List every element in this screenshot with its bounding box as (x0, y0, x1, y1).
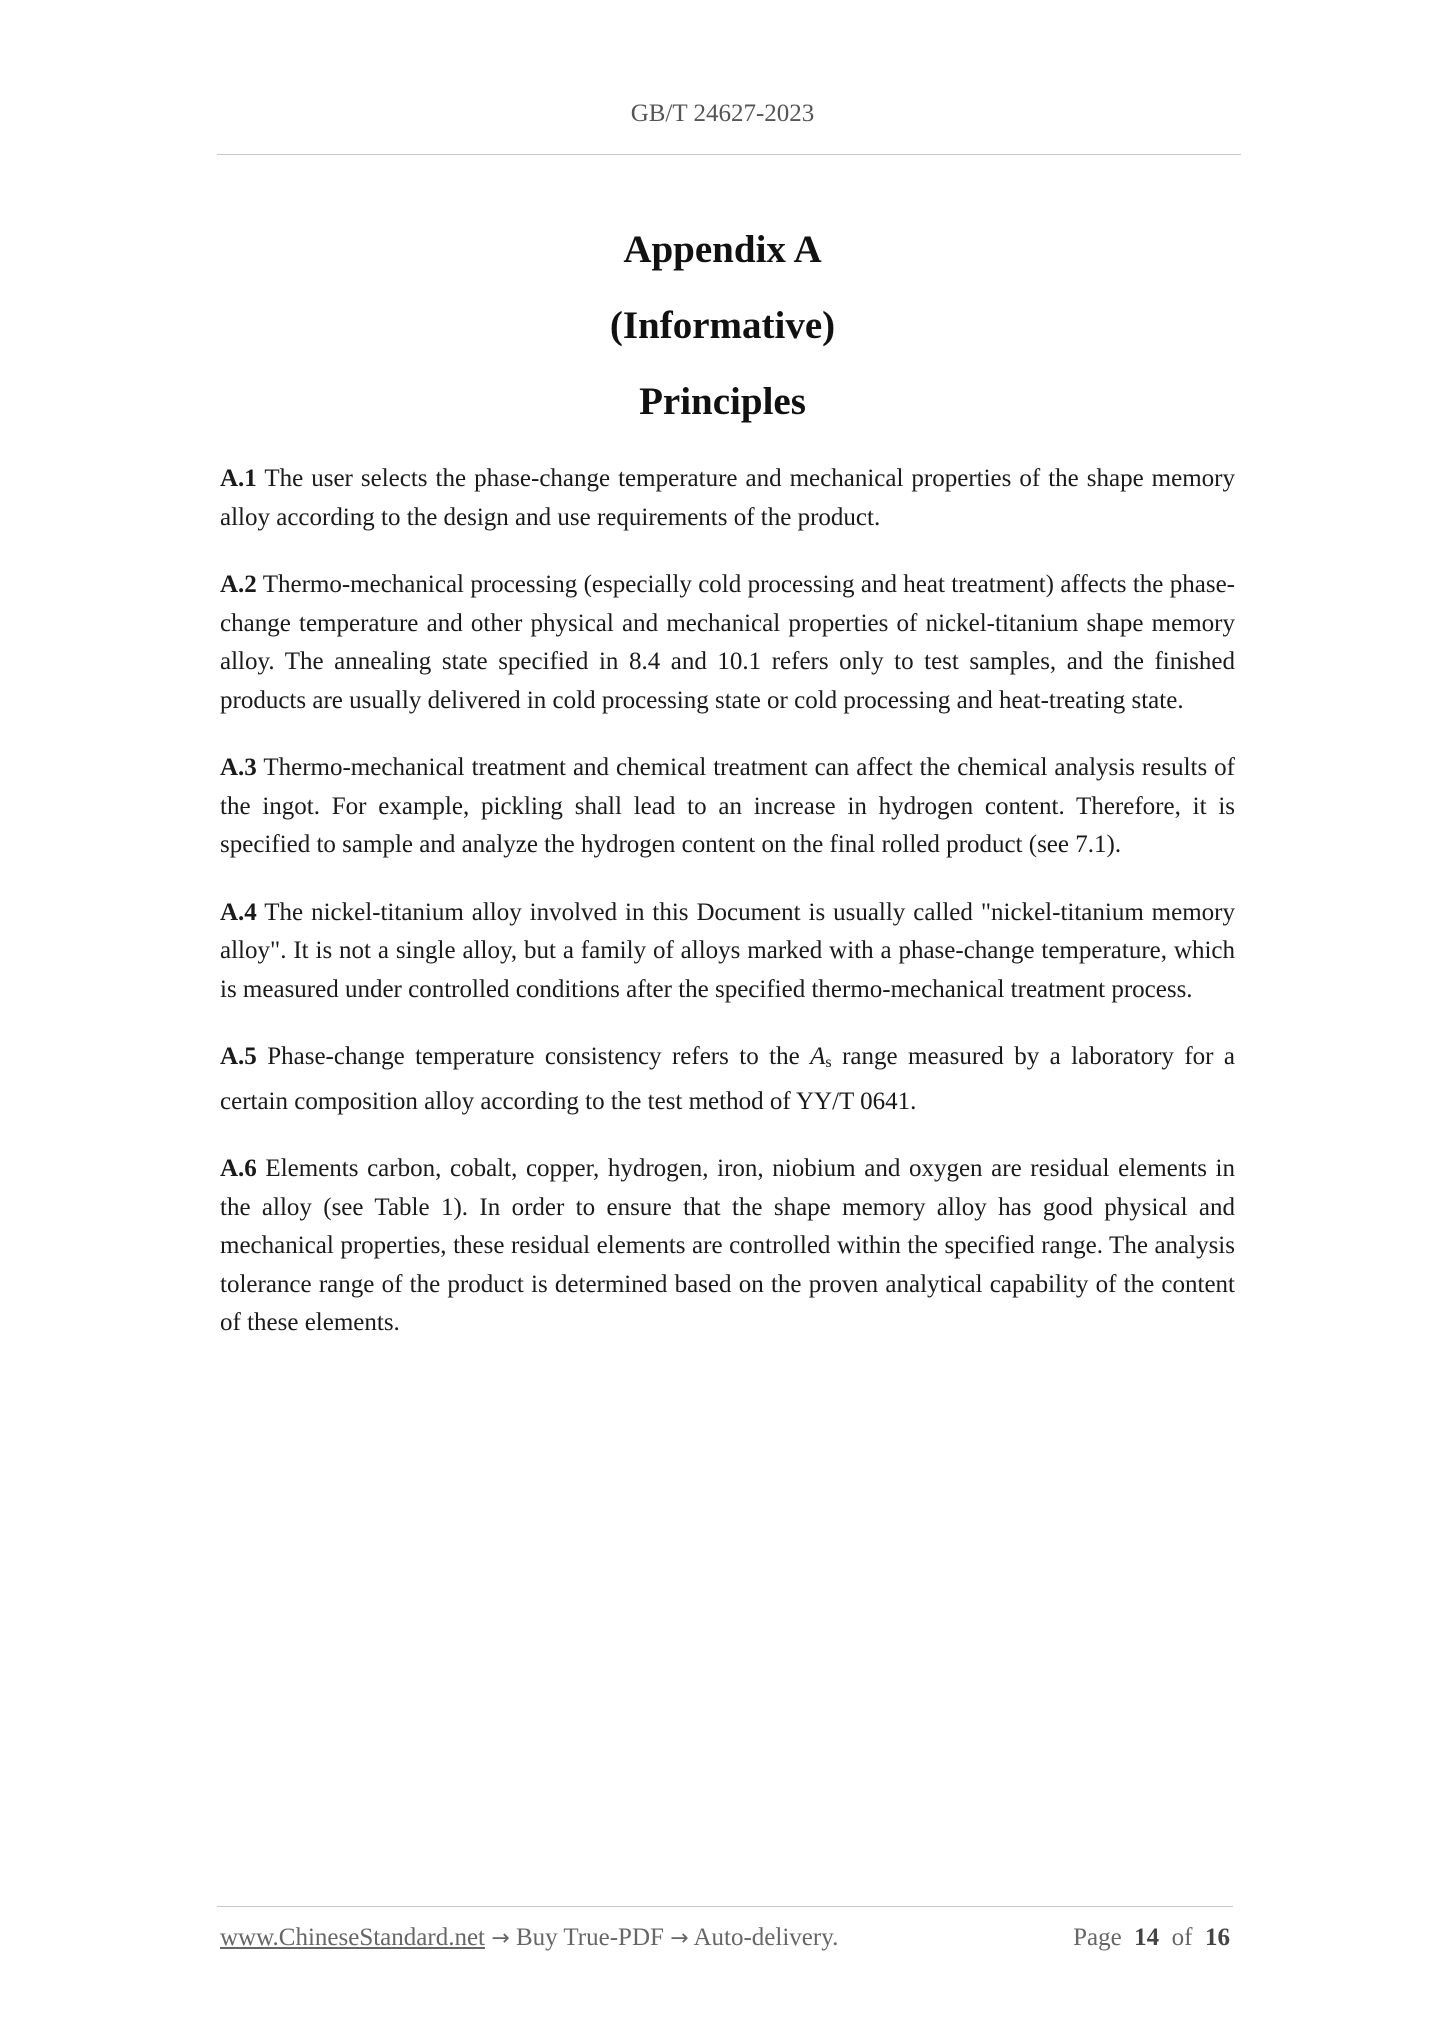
clause-number: A.3 (220, 754, 257, 781)
clause-a2 (220, 566, 1235, 720)
page-header (0, 100, 1445, 128)
clause-number: A.4 (220, 898, 257, 926)
clause-text: Thermo-mechanical processing (especially cold processing and heat treatment) affects the phase-change temperature and other physical and mechanical properties of nickel-titanium shape memory alloy. The annealing state specified in 8.4 and 10.1 refers only to test samples, and the finished products are usually delivered in cold processing state or cold processing and heat-treating state. (220, 571, 1235, 714)
as-subscript: s (825, 1054, 832, 1071)
appendix-title: Appendix A (623, 228, 822, 271)
clause-a3 (220, 749, 1235, 865)
buy-text: Buy True-PDF (509, 1924, 671, 1951)
footer-divider (217, 1906, 1233, 1907)
page-total: 16 (1205, 1924, 1230, 1951)
clause-text: The nickel-titanium alloy involved in this Document is usually called "nickel-titanium memory alloy". It is not a single alloy, but a family of alloys marked with a phase-change temperature, which is measured under controlled conditions after the specified thermo-mechanical treatment process. (220, 898, 1235, 1003)
appendix-subject: Principles (639, 380, 806, 423)
delivery-text: Auto-delivery. (688, 1924, 839, 1951)
clause-number: A.1 (220, 465, 257, 492)
appendix-body (220, 460, 1235, 1372)
clause-text: The user selects the phase-change temperature and mechanical properties of the shape memory alloy according to the design and use requirements of the product. (220, 465, 1235, 531)
clause-text-continued: range measured by a laboratory for a certain composition alloy according to the test method of YY/T 0641. (220, 1043, 1235, 1115)
website-link[interactable]: www.ChineseStandard.net (220, 1924, 485, 1951)
clause-number: A.5 (220, 1043, 257, 1070)
page-label: Page (1073, 1924, 1122, 1951)
clause-a4 (220, 894, 1235, 1010)
appendix-type: (Informative) (609, 304, 836, 347)
clause-text: Thermo-mechanical treatment and chemical treatment can affect the chemical analysis results of the ingot. For example, pickling shall lead to an increase in hydrogen content. Therefore, it is specified to sample and analyze the hydrogen content on the final rolled product (see 7.1). (220, 754, 1235, 858)
clause-a1 (220, 460, 1235, 537)
of-label: of (1171, 1924, 1193, 1951)
header-divider (217, 154, 1241, 155)
clause-text: Elements carbon, cobalt, copper, hydrogen, iron, niobium and oxygen are residual elements in the alloy (see Table 1). In order to ensure that the shape memory alloy has good physical and mechanical properties, these residual elements are controlled within the specified range. The analysis tolerance range of the product is determined based on the proven analytical capability of the content of these elements. (220, 1155, 1235, 1336)
arrow-right-icon: → (670, 1926, 689, 1951)
page-footer (220, 1924, 1230, 1964)
document-id: GB/T 24627-2023 (630, 100, 815, 127)
as-symbol: A (810, 1043, 826, 1070)
clause-number: A.6 (220, 1155, 257, 1182)
clause-a6 (220, 1150, 1235, 1343)
page-number: 14 (1134, 1924, 1160, 1951)
clause-number: A.2 (220, 571, 257, 598)
appendix-title-block (0, 212, 1445, 440)
page-counter (1073, 1924, 1230, 1952)
footer-promo (220, 1924, 838, 1952)
clause-a5 (220, 1038, 1235, 1121)
clause-text: Phase-change temperature consistency refers to the (256, 1043, 811, 1070)
arrow-right-icon: → (491, 1926, 510, 1951)
